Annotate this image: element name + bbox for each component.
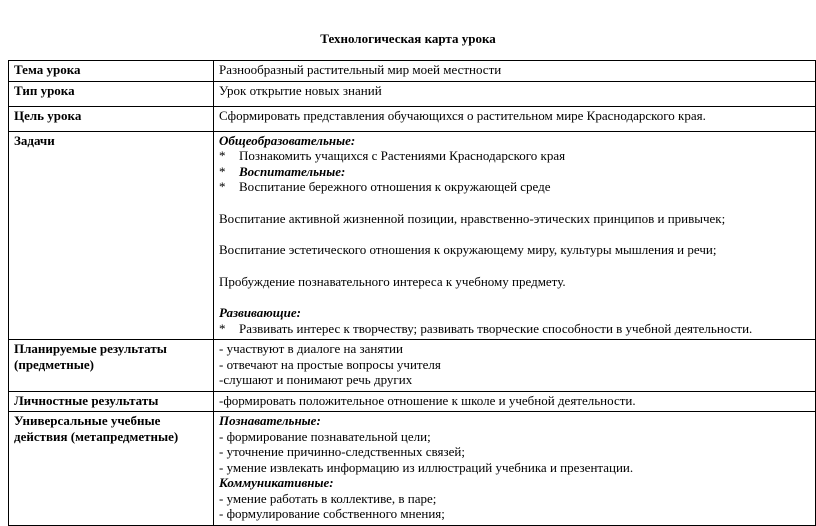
list-item — [219, 321, 811, 337]
list-item-text: Познакомить учащихся с Растениями Краснодарского края — [239, 148, 566, 163]
row-value: -формировать положительное отношение к школе и учебной деятельности. — [214, 391, 816, 412]
table-row — [9, 340, 816, 392]
list-item: - формулирование собственного мнения; — [219, 506, 445, 521]
table-row — [9, 412, 816, 526]
list-item: - участвуют в диалоге на занятии — [219, 341, 403, 356]
list-item — [219, 164, 811, 180]
cognitive-heading: Познавательные: — [219, 413, 321, 428]
list-item-text: Воспитание бережного отношения к окружающей среде — [239, 179, 551, 194]
general-heading: Общеобразовательные: — [219, 132, 356, 148]
list-item-text: Развивать интерес к творчеству; развивать творческие способности в учебной деятельности. — [239, 320, 753, 336]
row-label: Тема урока — [9, 61, 214, 82]
row-label: Цель урока — [9, 106, 214, 131]
list-item: - формирование познавательной цели; — [219, 428, 431, 444]
paragraph: Воспитание эстетического отношения к окружающему миру, культуры мышления и речи; — [219, 242, 717, 257]
upbringing-heading: Воспитательные: — [239, 163, 346, 179]
bullet-star: * — [219, 163, 226, 179]
row-label: Задачи — [9, 131, 214, 340]
list-item: - умение работать в коллективе, в паре; — [219, 490, 437, 506]
bullet-star: * — [219, 320, 226, 336]
row-value — [214, 412, 816, 526]
list-item: - умение извлекать информацию из иллюстраций учебника и презентации. — [219, 459, 634, 475]
row-value — [214, 340, 816, 392]
table-row — [9, 81, 816, 106]
row-value: Сформировать представления обучающихся о растительном мире Краснодарского края. — [214, 106, 816, 131]
table-row — [9, 106, 816, 131]
row-value: Урок открытие новых знаний — [214, 81, 816, 106]
row-label: Тип урока — [9, 81, 214, 106]
list-item: - отвечают на простые вопросы учителя — [219, 356, 441, 372]
page-title: Технологическая карта урока — [320, 31, 496, 46]
lesson-card-table — [8, 60, 816, 526]
row-value — [214, 131, 816, 340]
table-row — [9, 131, 816, 340]
bullet-star: * — [219, 148, 226, 163]
list-item — [219, 148, 811, 164]
paragraph: Пробуждение познавательного интереса к учебному предмету. — [219, 273, 566, 289]
bullet-star: * — [219, 179, 226, 194]
row-value: Разнообразный растительный мир моей местности — [214, 61, 816, 82]
row-label: Планируемые результаты (предметные) — [9, 340, 214, 392]
row-label: Личностные результаты — [9, 391, 214, 412]
table-row — [9, 61, 816, 82]
row-label: Универсальные учебные действия (метапредметные) — [9, 412, 214, 526]
paragraph: Воспитание активной жизненной позиции, нравственно-этических принципов и привычек; — [219, 210, 726, 226]
communicative-heading: Коммуникативные: — [219, 475, 334, 490]
table-row — [9, 391, 816, 412]
list-item: - уточнение причинно-следственных связей; — [219, 444, 465, 459]
list-item: -слушают и понимают речь других — [219, 372, 413, 387]
list-item — [219, 179, 811, 195]
develop-heading: Развивающие: — [219, 305, 301, 320]
